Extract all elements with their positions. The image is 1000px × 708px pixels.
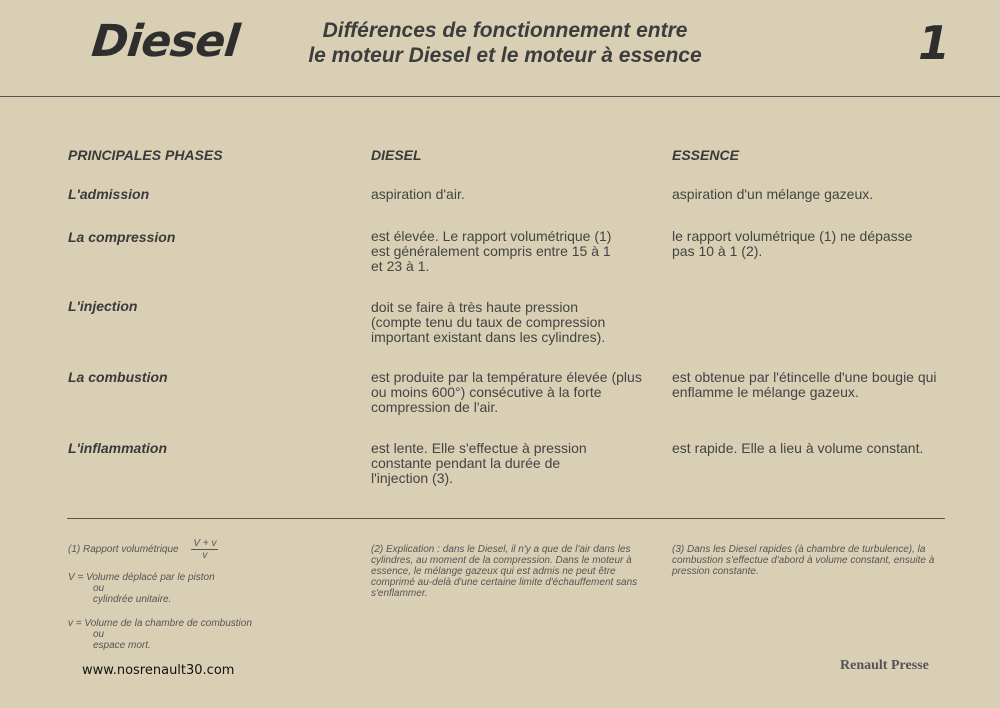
volumetric-ratio-formula	[191, 538, 218, 561]
page-title	[270, 18, 740, 68]
diesel-inflammation: est lente. Elle s'effectue à pression constante pendant la durée de l'injection (3).	[371, 440, 587, 486]
diesel-admission: aspiration d'air.	[371, 186, 465, 202]
formula-denominator: v	[202, 550, 208, 561]
phase-combustion: La combustion	[68, 369, 168, 385]
definition-V	[68, 572, 348, 605]
phase-compression: La compression	[68, 229, 176, 245]
phase-admission: L'admission	[68, 186, 150, 202]
essence-combustion: est obtenue par l'étincelle d'une bougie qui enflamme le mélange gazeux.	[672, 369, 937, 400]
footnote-1-label: (1) Rapport volumétrique	[68, 544, 179, 556]
title-line-1: Différences de fonctionnement entre	[322, 19, 688, 42]
column-header-diesel: DIESEL	[371, 147, 422, 163]
diesel-logo: Diesel	[89, 16, 242, 67]
title-line-2: le moteur Diesel et le moteur à essence	[308, 44, 702, 67]
column-header-essence: ESSENCE	[672, 147, 739, 163]
essence-compression: le rapport volumétrique (1) ne dépasse pas 10 à 1 (2).	[672, 228, 913, 259]
column-header-phases: PRINCIPALES PHASES	[68, 147, 223, 163]
phase-inflammation: L'inflammation	[68, 440, 167, 456]
diesel-injection: doit se faire à très haute pression (compte tenu du taux de compression important existant dans les cylindres).	[371, 299, 606, 345]
essence-inflammation: est rapide. Elle a lieu à volume constant.	[672, 440, 924, 456]
footnote-2: (2) Explication : dans le Diesel, il n'y a que de l'air dans les cylindres, au moment de la compression. Dans le moteur à essence, le mélange gazeux qui est admis ne peut être comprimé au-delà d'une certaine limite d'échauffement sans s'enflammer.	[371, 544, 638, 599]
formula-numerator: V + v	[193, 538, 217, 549]
definition-V-alt: cylindrée unitaire.	[93, 594, 172, 605]
essence-admission: aspiration d'un mélange gazeux.	[672, 186, 874, 202]
definition-v-line: v = Volume de la chambre de combustion	[68, 618, 252, 629]
definition-V-or: ou	[93, 583, 105, 594]
definition-v-or: ou	[93, 629, 105, 640]
website-url: www.nosrenault30.com	[82, 663, 235, 678]
phase-injection: L'injection	[68, 298, 138, 314]
notes-divider	[67, 518, 945, 519]
footnote-1	[68, 538, 348, 561]
header-divider	[0, 96, 1000, 97]
diesel-combustion: est produite par la température élevée (plus ou moins 600°) consécutive à la forte compression de l'air.	[371, 369, 642, 415]
definition-v	[68, 618, 348, 651]
definition-V-line: V = Volume déplacé par le piston	[68, 572, 215, 583]
footnote-3: (3) Dans les Diesel rapides (à chambre de turbulence), la combustion s'effectue d'abord à volume constant, ensuite à pression constante.	[672, 544, 935, 577]
definition-v-alt: espace mort.	[93, 640, 151, 651]
page-number: 1	[918, 16, 951, 70]
publisher-brand: Renault Presse	[840, 658, 929, 673]
diesel-compression: est élevée. Le rapport volumétrique (1) est généralement compris entre 15 à 1 et 23 à 1.	[371, 228, 612, 274]
